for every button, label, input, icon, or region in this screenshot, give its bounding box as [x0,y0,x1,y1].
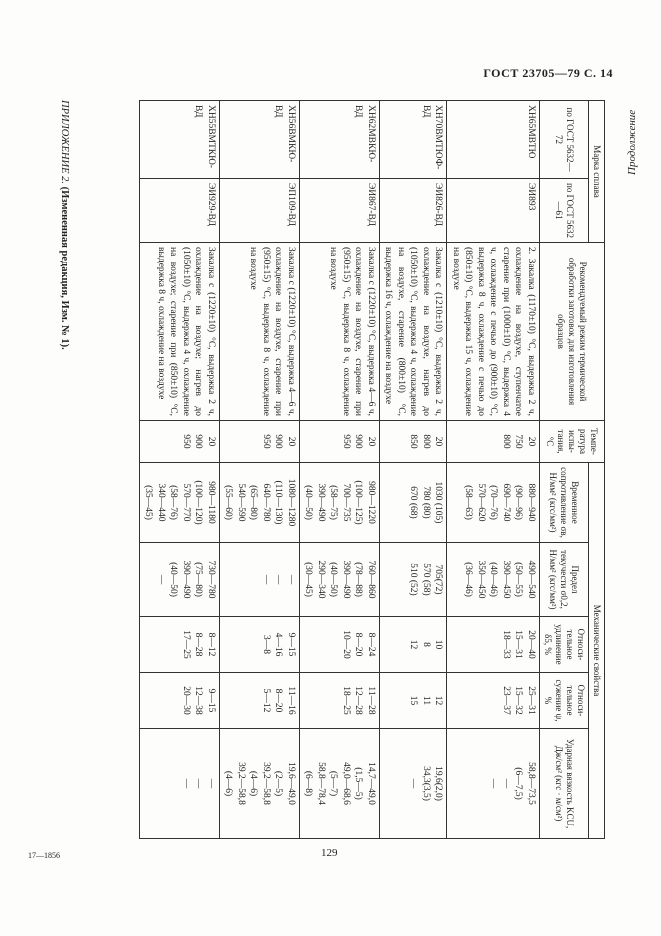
elongation-value: 3—8 [261,635,271,654]
impact-strength-value: (6—8) [303,770,314,797]
temperature-value: 850 [408,434,419,449]
tensile-strength-value: (110—130) [273,480,284,525]
tensile-strength-value: 980—1180 [206,481,216,524]
properties-table [139,100,605,839]
grade-gost72-cell: ХН65МВТЮ [447,101,540,179]
temperature-value: 750 [513,434,524,449]
elongation-value: 8 [421,642,431,647]
elongation-value: 18—33 [501,630,511,659]
narrowing-value: 12—28 [353,686,364,715]
impact-strength-value: 34,3(3,5) [421,766,431,801]
tensile-strength-value: (100—125) [353,480,364,525]
gost-72-header: по ГОСТ 5632—72 [540,101,589,179]
yield-strength-cell [380,543,448,617]
tensile-strength-value: 670 (68) [408,486,419,519]
temperature-value: 800 [501,434,511,449]
impact-strength-value: (2—5) [273,770,284,797]
narrowing-cell [140,673,220,729]
footnote-text: (Измененная редакция, Изм. № 1). [59,186,70,350]
tensile-strength-value: 880—940 [526,483,536,522]
properties-table-container [59,100,605,838]
narrowing-cell [220,673,300,729]
impact-strength-value: — [501,778,511,789]
tensile-strength-value: 340—440 [156,483,166,522]
yield-strength-value: — [261,574,271,585]
elongation-cell [140,617,220,673]
tensile-strength-cell [300,463,380,543]
impact-strength-value: 19,6—49,0 [286,762,296,805]
tensile-strength-value: (35—45) [143,485,154,520]
table-row [447,101,540,839]
footnote-label: ПРИЛОЖЕНИЕ 2. [59,100,70,184]
grade-gost72-cell: ХН56ВМКЮ-ВД [220,101,300,179]
impact-strength-value: (5—7) [328,770,339,797]
yield-strength-value: (78—88) [353,562,364,597]
footnote [59,100,70,838]
elongation-value: 9—15 [286,632,296,657]
temperature-value: 20 [433,436,444,447]
narrowing-value: 11—16 [286,686,296,715]
temp-header: Температура испытания, °С [540,421,605,463]
elongation-value: 12 [408,639,419,650]
temperature-value: 20 [366,436,376,447]
elongation-cell [220,617,300,673]
narrowing-value: 15—32 [513,686,524,715]
tensile-strength-value: (90—96) [513,485,524,520]
elongation-value: 4—16 [273,632,284,657]
yield-strength-value: 730—780 [206,560,216,599]
narrowing-value: 12—38 [193,686,204,715]
tensile-strength-value: 1030 (105) [433,481,444,524]
impact-strength-value: 14,7—49,0 [366,762,376,805]
narrow-header: Относительное сужение ψ, % [540,673,589,729]
tensile-strength-cell [447,463,540,543]
table-body [140,101,540,839]
impact-strength-value: (1,5—5) [353,767,364,800]
heat-treatment-cell: Закалка с (1210±10) °С, выдержка 2 ч, охлаждение на воздухе, нагрев до (1050±10) °С, выдержка 4 ч, охлаждение на воздухе, старение (800±10) °С, выдержка 16 ч, охлаждение на воздухе [380,243,448,421]
yield-strength-value: (36—46) [463,562,474,597]
tensile-strength-value: 1080—1280 [286,478,296,527]
narrowing-value: 23—37 [501,686,511,715]
impact-strength-cell [300,729,380,839]
tensile-strength-value: (58—75) [328,485,339,520]
impact-strength-cell [380,729,448,839]
impact-strength-value: (4—6) [223,770,234,797]
heat-treatment-cell: Закалка с (1220±10) °С, выдержка 2 ч, охлаждение на воздухе; нагрев до (1050±10) °С, выдержка 4 ч, охлаждение на воздухе; старение при (850±10) °С, выдержка 8 ч, охлаждение на воздухе [140,243,220,421]
yield-strength-cell [300,543,380,617]
tensile-strength-value: 570—620 [476,483,486,522]
narrowing-cell [380,673,448,729]
yield-strength-value: (30—45) [303,562,314,597]
narrowing-value: 15 [408,695,419,706]
yield-strength-value: 705(72) [433,564,444,595]
elongation-value: 8—20 [353,632,364,657]
elongation-value: 10—20 [341,630,351,659]
tensile-strength-value: 980—1220 [366,481,376,524]
grade-gost72-cell: ХН62МВКЮ-ВД [300,101,380,179]
impact-header: Ударная вязкость KCU, Дж/см² (кгс · м/см²) [540,729,589,839]
impact-strength-cell [220,729,300,839]
impact-strength-value: — [488,778,499,789]
yield-strength-cell [447,543,540,617]
grade-gost61-cell: ЭИ826-ВД [380,179,448,243]
yield-strength-value: 760—860 [366,560,376,599]
yield-strength-value: 390—450 [501,560,511,599]
heat-treatment-cell: Закалка с (1220±10) °С, выдержка 4—6 ч, охлаждение на воздухе, старение при (950±15) °С, выдержка 8 ч, охлаждение на воздухе [300,243,380,421]
yield-strength-value: — [156,574,166,585]
temperature-value: 20 [206,436,216,447]
narrowing-value: 12 [433,695,444,706]
tensile-strength-cell [380,463,448,543]
table-row [380,101,448,839]
yield-header: Предел текучести σ0,2, Н/мм² (кгс/мм²) [540,543,589,617]
heat-treatment-cell: 2. Закалка (1170±10) °С, выдержка 2 ч, охлаждение на воздухе, ступенчатое старение при (1000±10) °С, выдержка 4 ч, охлаждение с печью до (900±10) °С, выдержка 8 ч, охлаждение с печью до (850±10) °С, выдержка 15 ч, охлаждение на воздухе [447,243,540,421]
grade-gost72-cell: ХН55ВМТКЮ-ВД [140,101,220,179]
grade-gost61-cell: ЭИ867-ВД [300,179,380,243]
temperature-cell [380,421,448,463]
yield-strength-value: 510 (52) [408,563,419,596]
tensile-strength-cell [220,463,300,543]
tensile-strength-value: 700—735 [341,483,351,522]
narrowing-value: 9—15 [206,688,216,713]
tensile-strength-value: 540—590 [236,483,246,522]
elong-header: Относительное удлинение δ5, % [540,617,589,673]
yield-strength-value: (40—50) [328,562,339,597]
narrowing-value: 5—12 [261,688,271,713]
yield-strength-value: (40—50) [168,562,179,597]
temperature-cell [220,421,300,463]
elongation-value: 10 [433,639,444,650]
page-header: ГОСТ 23705—79 С. 14 [483,66,613,80]
impact-strength-value: 58,8—73,5 [526,762,536,805]
temperature-value: 900 [193,434,204,449]
impact-strength-value: — [181,778,191,789]
impact-strength-value: 49,0—68,6 [341,762,351,805]
narrowing-cell [447,673,540,729]
elongation-value: 15—31 [513,630,524,659]
temperature-value: 900 [353,434,364,449]
grade-gost61-cell: ЭИ929-ВД [140,179,220,243]
yield-strength-value: (50—55) [513,562,524,597]
print-mark: 17—1856 [28,851,60,860]
elongation-cell [447,617,540,673]
narrowing-cell [300,673,380,729]
tensile-strength-value: 690—740 [501,483,511,522]
mech-header: Механические свойства [589,463,605,839]
elongation-value: 8—28 [193,632,204,657]
impact-strength-value: (6—7,5) [513,767,524,800]
temperature-value: 950 [341,434,351,449]
impact-strength-value: — [193,778,204,789]
narrowing-value: 8—20 [273,688,284,713]
grade-gost61-cell: ЭИ893 [447,179,540,243]
temperature-cell [300,421,380,463]
temperature-value: 950 [181,434,191,449]
impact-strength-value: — [206,778,216,789]
grade-gost72-cell: ХН70ВМТЮФ-ВД [380,101,448,179]
tensile-strength-value: (65—80) [248,485,259,520]
temperature-value: 900 [273,434,284,449]
tensile-strength-value: 640—780 [261,483,271,522]
mode-header: Рекомендуемый режим термической обработки заготовок для изготовления образцов [540,243,605,421]
yield-strength-value: — [273,574,284,585]
elongation-value: 20—40 [526,630,536,659]
yield-strength-value: 350—450 [476,560,486,599]
tensile-header: Временное сопротивление σв, Н/мм² (кгс/мм²) [540,463,589,543]
tensile-strength-value: 390—490 [316,483,326,522]
temperature-value: 20 [286,436,296,447]
impact-strength-cell [140,729,220,839]
narrowing-value: 20—30 [181,686,191,715]
yield-strength-value: (40—46) [488,562,499,597]
grade-header: Марка сплава [589,101,605,243]
yield-strength-cell [140,543,220,617]
yield-strength-cell [220,543,300,617]
yield-strength-value: 290—340 [316,560,326,599]
impact-strength-value: 19,6(2,0) [433,766,444,801]
table-row [140,101,220,839]
tensile-strength-cell [140,463,220,543]
elongation-value: 8—24 [366,632,376,657]
yield-strength-value: 390—490 [181,560,191,599]
temperature-value: 20 [526,436,536,447]
yield-strength-value: 570 (58) [421,563,431,596]
yield-strength-value: — [286,574,296,585]
yield-strength-value: (75—80) [193,562,204,597]
impact-strength-value: 39,2—58,8 [261,762,271,805]
heat-treatment-cell: Закалка с (1220±10) °С, выдержка 4—6 ч, охлаждение на воздухе, старение при (950±15) °С, выдержка 8 ч, охлаждение на воздухе [220,243,300,421]
impact-strength-cell [447,729,540,839]
temperature-value: 950 [261,434,271,449]
grade-gost61-cell: ЭП109-ВД [220,179,300,243]
elongation-value: 8—12 [206,632,216,657]
temperature-cell [447,421,540,463]
tensile-strength-value: (70—76) [488,485,499,520]
impact-strength-value: (4—6) [248,770,259,797]
elongation-cell [380,617,448,673]
impact-strength-value: — [408,778,419,789]
table-row [300,101,380,839]
narrowing-value: 18—25 [341,686,351,715]
narrowing-value: 25—31 [526,686,536,715]
yield-strength-value: 490—540 [526,560,536,599]
continuation-label: Продолжение [626,109,638,175]
narrowing-value: 11 [421,695,431,706]
temperature-cell [140,421,220,463]
tensile-strength-value: 780 (80) [421,486,431,519]
narrowing-value: 11—28 [366,686,376,715]
gost-61-header: по ГОСТ 5632—61 [540,179,589,243]
tensile-strength-value: 570—770 [181,483,191,522]
elongation-cell [300,617,380,673]
temperature-value: 800 [421,434,431,449]
elongation-value: 17—25 [181,630,191,659]
impact-strength-value: 58,8—78,4 [316,762,326,805]
page-number: 129 [321,847,338,859]
yield-strength-value: 390—490 [341,560,351,599]
impact-strength-value: 39,2—58,8 [236,762,246,805]
table-row [220,101,300,839]
tensile-strength-value: (58—63) [463,485,474,520]
tensile-strength-value: (40—50) [303,485,314,520]
tensile-strength-value: (100—120) [193,480,204,525]
tensile-strength-value: (58—76) [168,485,179,520]
tensile-strength-value: (55—60) [223,485,234,520]
